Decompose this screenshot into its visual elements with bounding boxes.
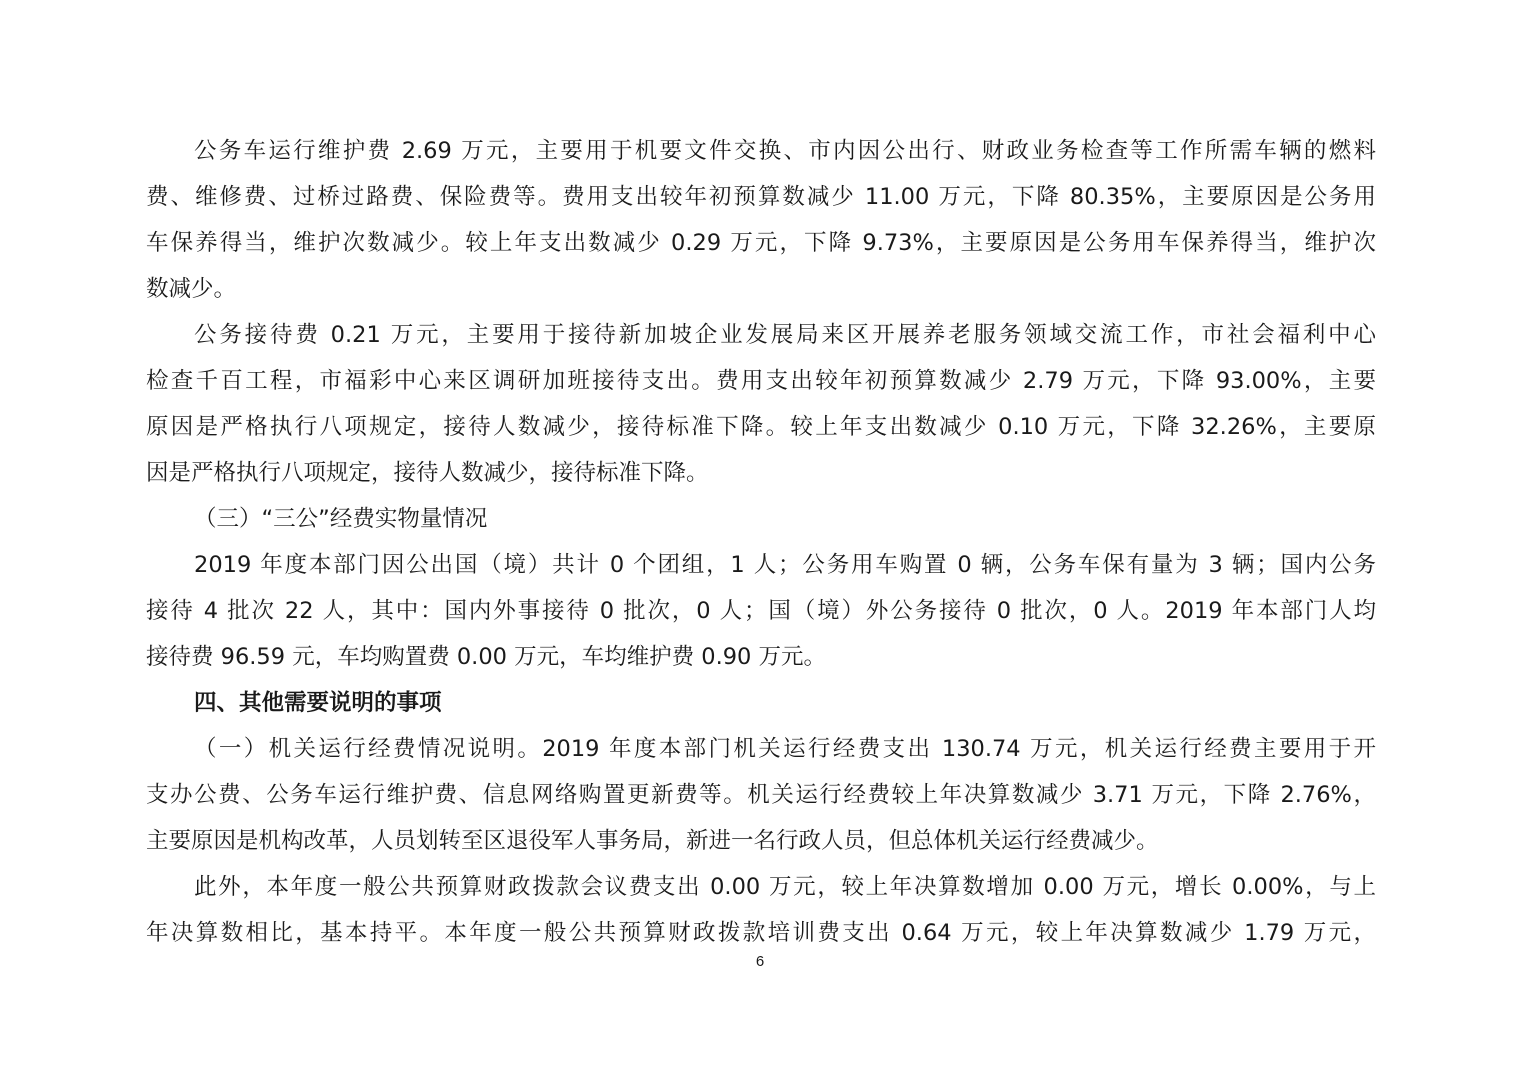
- text-line: 年决算数相比，基本持平。本年度一般公共预算财政拨款培训费支出 0.64 万元，较上年决算数减少 1.79 万元，: [146, 920, 1376, 946]
- section-heading: 四、其他需要说明的事项: [194, 690, 442, 716]
- text-line: 车保养得当，维护次数减少。较上年支出数减少 0.29 万元，下降 9.73%，主要原因是公务用车保养得当，维护次: [146, 230, 1376, 256]
- text-line: 接待 4 批次 22 人，其中：国内外事接待 0 批次，0 人；国（境）外公务接待 0 批次，0 人。2019 年本部门人均: [146, 598, 1376, 624]
- text-line: （一）机关运行经费情况说明。2019 年度本部门机关运行经费支出 130.74 万元，机关运行经费主要用于开: [194, 736, 1376, 762]
- text-line: （三）“三公”经费实物量情况: [194, 506, 488, 532]
- text-line: 支办公费、公务车运行维护费、信息网络购置更新费等。机关运行经费较上年决算数减少 3.71 万元，下降 2.76%，: [146, 782, 1376, 808]
- text-line: 此外，本年度一般公共预算财政拨款会议费支出 0.00 万元，较上年决算数增加 0.00 万元，增长 0.00%，与上: [194, 874, 1376, 900]
- text-line: 原因是严格执行八项规定，接待人数减少，接待标准下降。较上年支出数减少 0.10 万元，下降 32.26%，主要原: [146, 414, 1376, 440]
- text-line: 公务接待费 0.21 万元，主要用于接待新加坡企业发展局来区开展养老服务领域交流工作，市社会福利中心: [194, 322, 1376, 348]
- text-line: 接待费 96.59 元，车均购置费 0.00 万元，车均维护费 0.90 万元。: [146, 644, 827, 670]
- text-line: 因是严格执行八项规定，接待人数减少，接待标准下降。: [146, 460, 709, 486]
- text-line: 主要原因是机构改革，人员划转至区退役军人事务局，新进一名行政人员，但总体机关运行经费减少。: [146, 828, 1159, 854]
- page-number: 6: [755, 953, 765, 970]
- text-line: 2019 年度本部门因公出国（境）共计 0 个团组，1 人；公务用车购置 0 辆，公务车保有量为 3 辆；国内公务: [194, 552, 1376, 578]
- text-line: 检查千百工程，市福彩中心来区调研加班接待支出。费用支出较年初预算数减少 2.79 万元，下降 93.00%，主要: [146, 368, 1376, 394]
- text-line: 公务车运行维护费 2.69 万元，主要用于机要文件交换、市内因公出行、财政业务检查等工作所需车辆的燃料: [194, 138, 1376, 164]
- text-line: 数减少。: [146, 276, 237, 302]
- text-line: 费、维修费、过桥过路费、保险费等。费用支出较年初预算数减少 11.00 万元，下降 80.35%，主要原因是公务用: [146, 184, 1376, 210]
